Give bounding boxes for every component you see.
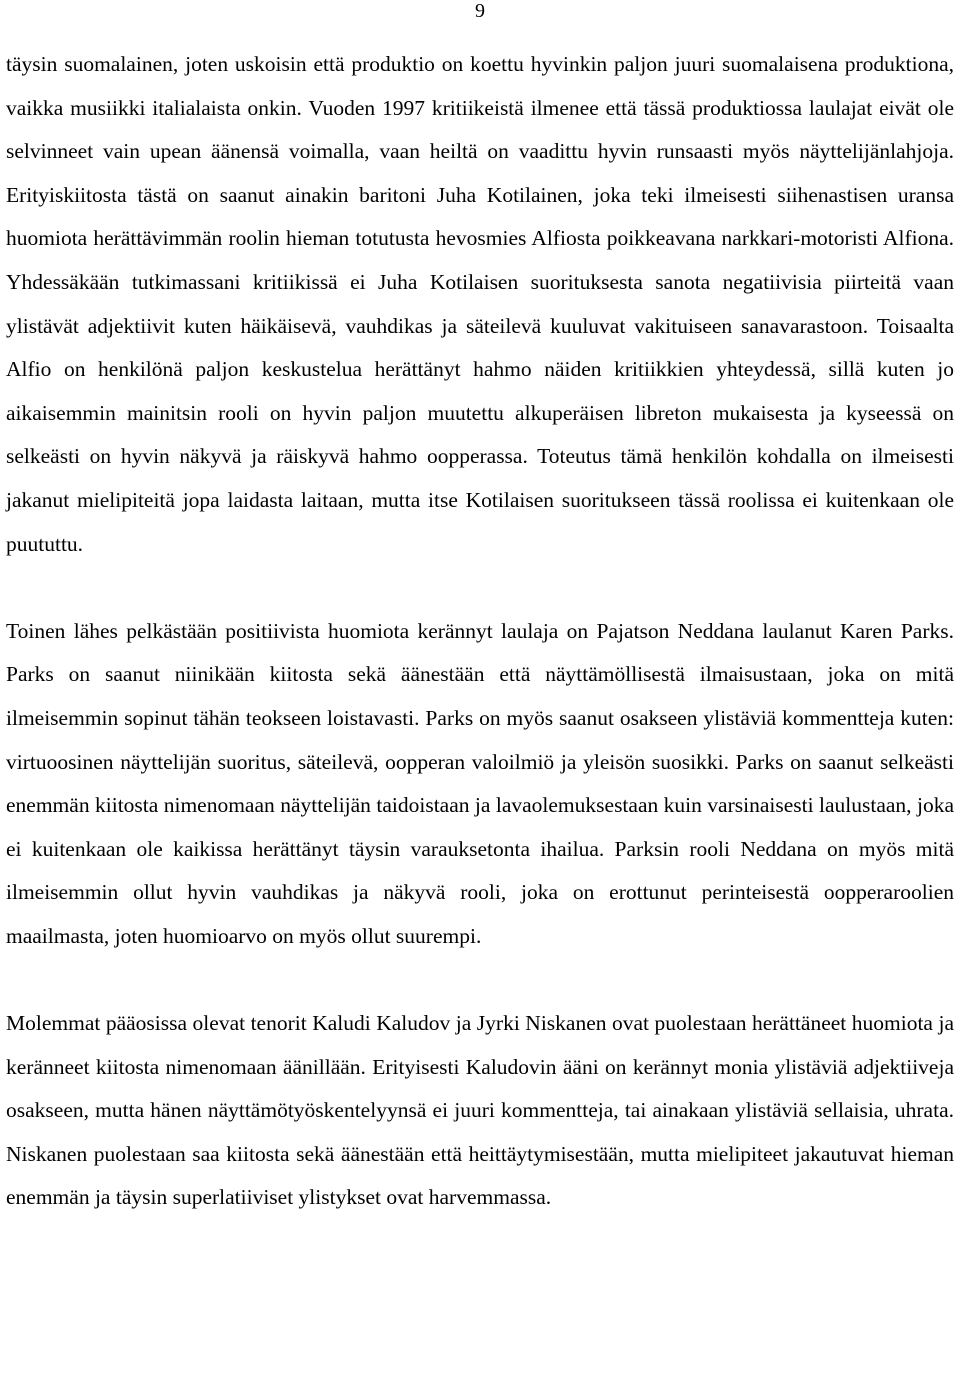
paragraph-tenors: Molemmat pääosissa olevat tenorit Kaludi Kaludov ja Jyrki Niskanen ovat puolestaan herättäneet huomiota ja keränneet kiitosta nimenomaan äänillään. Erityisesti Kaludovin ääni on kerännyt monia ylistäviä adjektiiveja osakseen, mutta hänen näyttämötyöskentelyynsä ei juuri kommentteja, tai ainakaan ylistäviä sellaisia, uhrata. Niskanen puolestaan saa kiitosta sekä äänestään että heittäytymisestään, mutta mielipiteet jakautuvat hieman enemmän ja täysin superlatiiviset ylistykset ovat harvemmassa. xyxy=(6,1011,954,1210)
paragraph-karen-parks: Toinen lähes pelkästään positiivista huomiota kerännyt laulaja on Pajatson Neddana laulanut Karen Parks. Parks on saanut niinikään kiitosta sekä äänestään että näyttämöllisestä ilmaisustaan, joka on mitä ilmeisemmin sopinut tähän teokseen loistavasti. Parks on myös saanut osakseen ylistäviä kommentteja kuten: virtuoosinen näyttelijän suoritus, säteilevä, oopperan valoilmiö ja yleisön suosikki. Parks on saanut selkeästi enemmän kiitosta nimenomaan näyttelijän taidoistaan ja lavaolemuksestaan kuin varsinaisesti laulustaan, joka ei kuitenkaan ole kaikissa herättänyt täysin varauksetonta ihailua. Parksin rooli Neddana on myös mitä ilmeisemmin ollut hyvin vauhdikas ja näkyvä rooli, joka on erottunut perinteisestä oopperaroolien maailmasta, joten huomioarvo on myös ollut suurempi. xyxy=(6,618,954,948)
paragraph-alfio-kotilainen: täysin suomalainen, joten uskoisin että produktio on koettu hyvinkin paljon juuri suomalaisena produktiona, vaikka musiikki italialaista onkin. Vuoden 1997 kritiikeistä ilmenee että tässä produktiossa laulajat eivät ole selvinneet vain upean äänensä voimalla, vaan heiltä on vaadittu hyvin runsaasti myös näyttelijänlahjoja. Erityiskiitosta tästä on saanut ainakin baritoni Juha Kotilainen, joka teki ilmeisesti siihenastisen uransa huomiota herättävimmän roolin hieman totutusta hevosmies Alfiosta poikkeavana narkkari-motoristi Alfiona. Yhdessäkään tutkimassani kritiikissä ei Juha Kotilaisen suorituksesta sanota negatiivisia piirteitä vaan ylistävät adjektiivit kuten häikäisevä, vauhdikas ja säteilevä kuuluvat vakituiseen sanavarastoon. Toisaalta Alfio on henkilönä paljon keskustelua herättänyt hahmo näiden kritiikkien yhteydessä, sillä kuten jo aikaisemmin mainitsin rooli on hyvin paljon muutettu alkuperäisen libreton mukaisesta ja kyseessä on selkeästi on hyvin näkyvä ja räiskyvä hahmo oopperassa. Toteutus tämä henkilön kohdalla on ilmeisesti jakanut mielipiteitä jopa laidasta laitaan, mutta itse Kotilaisen suoritukseen tässä roolissa ei kuitenkaan ole puututtu. xyxy=(6,52,954,556)
page-number: 9 xyxy=(475,0,485,22)
document-body xyxy=(6,43,954,1220)
